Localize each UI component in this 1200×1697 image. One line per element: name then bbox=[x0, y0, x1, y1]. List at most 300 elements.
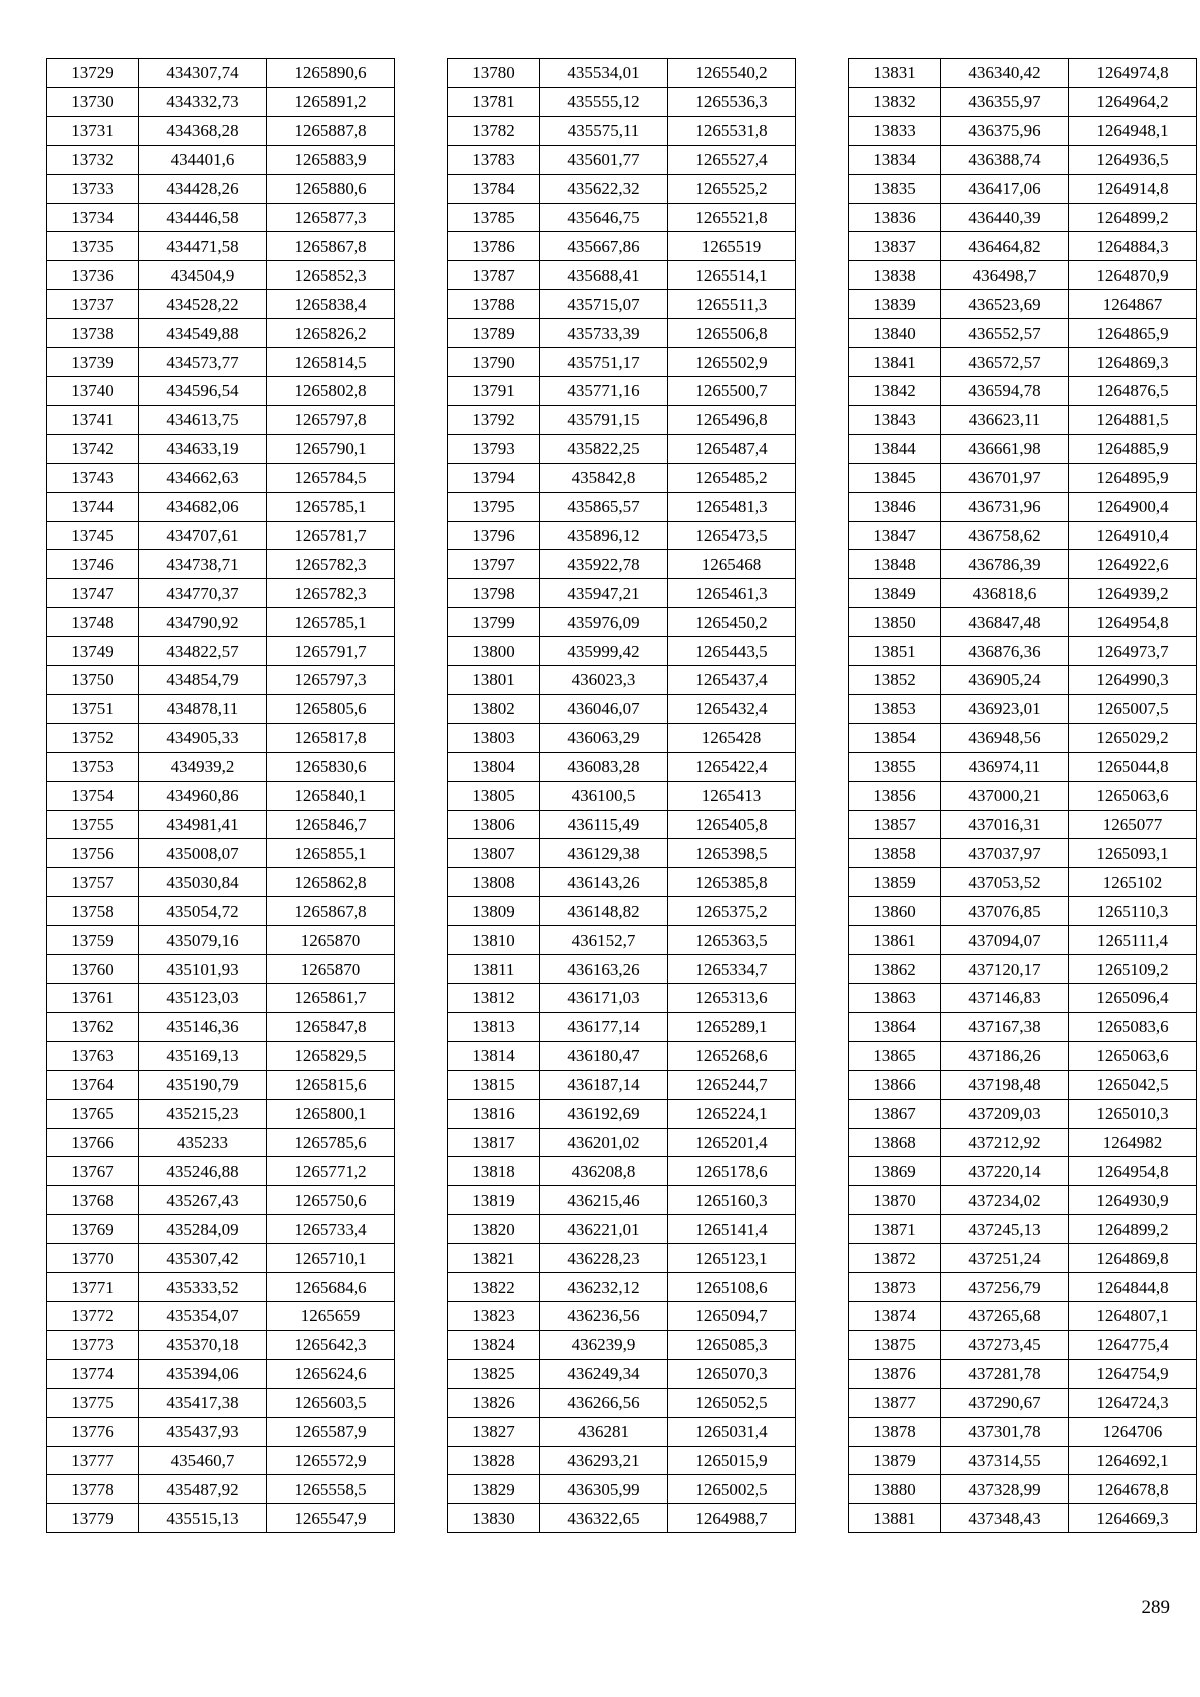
x-coordinate-cell: 436215,46 bbox=[540, 1186, 668, 1215]
x-coordinate-cell: 435267,43 bbox=[139, 1186, 267, 1215]
point-number-cell: 13863 bbox=[849, 984, 941, 1013]
x-coordinate-cell: 436305,99 bbox=[540, 1475, 668, 1504]
x-coordinate-cell: 435999,42 bbox=[540, 637, 668, 666]
x-coordinate-cell: 435054,72 bbox=[139, 897, 267, 926]
y-coordinate-cell: 1265791,7 bbox=[267, 637, 395, 666]
x-coordinate-cell: 437328,99 bbox=[941, 1475, 1069, 1504]
x-coordinate-cell: 436974,11 bbox=[941, 752, 1069, 781]
point-number-cell: 13826 bbox=[448, 1388, 540, 1417]
x-coordinate-cell: 435190,79 bbox=[139, 1070, 267, 1099]
point-number-cell: 13867 bbox=[849, 1099, 941, 1128]
x-coordinate-cell: 436375,96 bbox=[941, 116, 1069, 145]
point-number-cell: 13811 bbox=[448, 955, 540, 984]
point-number-cell: 13732 bbox=[47, 145, 139, 174]
table-row bbox=[47, 984, 395, 1013]
y-coordinate-cell: 1265782,3 bbox=[267, 579, 395, 608]
y-coordinate-cell: 1265385,8 bbox=[668, 868, 796, 897]
y-coordinate-cell: 1265461,3 bbox=[668, 579, 796, 608]
point-number-cell: 13803 bbox=[448, 723, 540, 752]
y-coordinate-cell: 1265111,4 bbox=[1069, 926, 1197, 955]
x-coordinate-cell: 435688,41 bbox=[540, 261, 668, 290]
x-coordinate-cell: 434790,92 bbox=[139, 608, 267, 637]
y-coordinate-cell: 1265044,8 bbox=[1069, 752, 1197, 781]
point-number-cell: 13809 bbox=[448, 897, 540, 926]
y-coordinate-cell: 1264936,5 bbox=[1069, 145, 1197, 174]
y-coordinate-cell: 1264974,8 bbox=[1069, 59, 1197, 88]
table-row bbox=[448, 174, 796, 203]
x-coordinate-cell: 436249,34 bbox=[540, 1359, 668, 1388]
x-coordinate-cell: 436701,97 bbox=[941, 463, 1069, 492]
y-coordinate-cell: 1265473,5 bbox=[668, 521, 796, 550]
point-number-cell: 13843 bbox=[849, 405, 941, 434]
y-coordinate-cell: 1265880,6 bbox=[267, 174, 395, 203]
x-coordinate-cell: 436232,12 bbox=[540, 1273, 668, 1302]
y-coordinate-cell: 1265511,3 bbox=[668, 290, 796, 319]
x-coordinate-cell: 435534,01 bbox=[540, 59, 668, 88]
x-coordinate-cell: 436115,49 bbox=[540, 810, 668, 839]
point-number-cell: 13851 bbox=[849, 637, 941, 666]
y-coordinate-cell: 1265398,5 bbox=[668, 839, 796, 868]
table-row bbox=[448, 637, 796, 666]
table-row bbox=[47, 637, 395, 666]
table-row bbox=[47, 1504, 395, 1533]
x-coordinate-cell: 434682,06 bbox=[139, 492, 267, 521]
x-coordinate-cell: 436228,23 bbox=[540, 1244, 668, 1273]
x-coordinate-cell: 435575,11 bbox=[540, 116, 668, 145]
x-coordinate-cell: 436498,7 bbox=[941, 261, 1069, 290]
y-coordinate-cell: 1265029,2 bbox=[1069, 723, 1197, 752]
y-coordinate-cell: 1265840,1 bbox=[267, 781, 395, 810]
point-number-cell: 13746 bbox=[47, 550, 139, 579]
table-row bbox=[448, 752, 796, 781]
y-coordinate-cell: 1264895,9 bbox=[1069, 463, 1197, 492]
table-row bbox=[849, 984, 1197, 1013]
table-row bbox=[849, 550, 1197, 579]
x-coordinate-cell: 435947,21 bbox=[540, 579, 668, 608]
table-row bbox=[448, 87, 796, 116]
x-coordinate-cell: 436152,7 bbox=[540, 926, 668, 955]
point-number-cell: 13858 bbox=[849, 839, 941, 868]
y-coordinate-cell: 1265790,1 bbox=[267, 434, 395, 463]
point-number-cell: 13741 bbox=[47, 405, 139, 434]
point-number-cell: 13762 bbox=[47, 1012, 139, 1041]
table-row bbox=[849, 1186, 1197, 1215]
table-row bbox=[448, 1359, 796, 1388]
table-row bbox=[448, 1475, 796, 1504]
point-number-cell: 13742 bbox=[47, 434, 139, 463]
x-coordinate-cell: 435030,84 bbox=[139, 868, 267, 897]
point-number-cell: 13736 bbox=[47, 261, 139, 290]
y-coordinate-cell: 1265496,8 bbox=[668, 405, 796, 434]
y-coordinate-cell: 1265052,5 bbox=[668, 1388, 796, 1417]
table-row bbox=[47, 579, 395, 608]
coordinate-table-2 bbox=[447, 58, 796, 1533]
x-coordinate-cell: 436572,57 bbox=[941, 348, 1069, 377]
x-coordinate-cell: 437037,97 bbox=[941, 839, 1069, 868]
x-coordinate-cell: 437290,67 bbox=[941, 1388, 1069, 1417]
x-coordinate-cell: 436143,26 bbox=[540, 868, 668, 897]
table-row bbox=[47, 376, 395, 405]
point-number-cell: 13782 bbox=[448, 116, 540, 145]
x-coordinate-cell: 434633,19 bbox=[139, 434, 267, 463]
x-coordinate-cell: 435146,36 bbox=[139, 1012, 267, 1041]
point-number-cell: 13877 bbox=[849, 1388, 941, 1417]
table-row bbox=[849, 781, 1197, 810]
table-row bbox=[849, 1012, 1197, 1041]
y-coordinate-cell: 1265468 bbox=[668, 550, 796, 579]
point-number-cell: 13750 bbox=[47, 666, 139, 695]
point-number-cell: 13775 bbox=[47, 1388, 139, 1417]
table-row bbox=[849, 87, 1197, 116]
table-row bbox=[448, 897, 796, 926]
x-coordinate-cell: 435307,42 bbox=[139, 1244, 267, 1273]
y-coordinate-cell: 1265506,8 bbox=[668, 319, 796, 348]
table-row bbox=[448, 1446, 796, 1475]
table-row bbox=[849, 1157, 1197, 1186]
y-coordinate-cell: 1265800,1 bbox=[267, 1099, 395, 1128]
y-coordinate-cell: 1265847,8 bbox=[267, 1012, 395, 1041]
table-row bbox=[849, 319, 1197, 348]
y-coordinate-cell: 1265782,3 bbox=[267, 550, 395, 579]
point-number-cell: 13820 bbox=[448, 1215, 540, 1244]
y-coordinate-cell: 1265785,1 bbox=[267, 608, 395, 637]
point-number-cell: 13806 bbox=[448, 810, 540, 839]
x-coordinate-cell: 437212,92 bbox=[941, 1128, 1069, 1157]
point-number-cell: 13754 bbox=[47, 781, 139, 810]
point-number-cell: 13841 bbox=[849, 348, 941, 377]
x-coordinate-cell: 437000,21 bbox=[941, 781, 1069, 810]
point-number-cell: 13813 bbox=[448, 1012, 540, 1041]
y-coordinate-cell: 1265867,8 bbox=[267, 232, 395, 261]
y-coordinate-cell: 1264954,8 bbox=[1069, 1157, 1197, 1186]
y-coordinate-cell: 1265405,8 bbox=[668, 810, 796, 839]
table-row bbox=[448, 1301, 796, 1330]
x-coordinate-cell: 436063,29 bbox=[540, 723, 668, 752]
point-number-cell: 13733 bbox=[47, 174, 139, 203]
x-coordinate-cell: 435354,07 bbox=[139, 1301, 267, 1330]
y-coordinate-cell: 1264930,9 bbox=[1069, 1186, 1197, 1215]
table-row bbox=[47, 694, 395, 723]
y-coordinate-cell: 1265883,9 bbox=[267, 145, 395, 174]
table-row bbox=[448, 1041, 796, 1070]
y-coordinate-cell: 1265085,3 bbox=[668, 1330, 796, 1359]
y-coordinate-cell: 1264869,8 bbox=[1069, 1244, 1197, 1273]
point-number-cell: 13850 bbox=[849, 608, 941, 637]
y-coordinate-cell: 1265042,5 bbox=[1069, 1070, 1197, 1099]
point-number-cell: 13771 bbox=[47, 1273, 139, 1302]
table-row bbox=[47, 290, 395, 319]
x-coordinate-cell: 436177,14 bbox=[540, 1012, 668, 1041]
y-coordinate-cell: 1265797,3 bbox=[267, 666, 395, 695]
page-number: 289 bbox=[1141, 1597, 1170, 1618]
point-number-cell: 13878 bbox=[849, 1417, 941, 1446]
point-number-cell: 13743 bbox=[47, 463, 139, 492]
table-row bbox=[849, 579, 1197, 608]
x-coordinate-cell: 435460,7 bbox=[139, 1446, 267, 1475]
table-row bbox=[448, 1128, 796, 1157]
point-number-cell: 13857 bbox=[849, 810, 941, 839]
x-coordinate-cell: 436171,03 bbox=[540, 984, 668, 1013]
y-coordinate-cell: 1265500,7 bbox=[668, 376, 796, 405]
y-coordinate-cell: 1265642,3 bbox=[267, 1330, 395, 1359]
table-row bbox=[849, 1273, 1197, 1302]
table-row bbox=[849, 521, 1197, 550]
y-coordinate-cell: 1265109,2 bbox=[1069, 955, 1197, 984]
table-row bbox=[849, 1388, 1197, 1417]
x-coordinate-cell: 434573,77 bbox=[139, 348, 267, 377]
point-number-cell: 13790 bbox=[448, 348, 540, 377]
table-row bbox=[47, 492, 395, 521]
y-coordinate-cell: 1265334,7 bbox=[668, 955, 796, 984]
x-coordinate-cell: 434596,54 bbox=[139, 376, 267, 405]
point-number-cell: 13861 bbox=[849, 926, 941, 955]
point-number-cell: 13855 bbox=[849, 752, 941, 781]
y-coordinate-cell: 1264964,2 bbox=[1069, 87, 1197, 116]
point-number-cell: 13836 bbox=[849, 203, 941, 232]
x-coordinate-cell: 435733,39 bbox=[540, 319, 668, 348]
point-number-cell: 13757 bbox=[47, 868, 139, 897]
table-row bbox=[47, 550, 395, 579]
point-number-cell: 13866 bbox=[849, 1070, 941, 1099]
table-row bbox=[448, 579, 796, 608]
point-number-cell: 13774 bbox=[47, 1359, 139, 1388]
table-row bbox=[448, 926, 796, 955]
y-coordinate-cell: 1264754,9 bbox=[1069, 1359, 1197, 1388]
x-coordinate-cell: 436148,82 bbox=[540, 897, 668, 926]
x-coordinate-cell: 435008,07 bbox=[139, 839, 267, 868]
point-number-cell: 13864 bbox=[849, 1012, 941, 1041]
y-coordinate-cell: 1265852,3 bbox=[267, 261, 395, 290]
x-coordinate-cell: 436180,47 bbox=[540, 1041, 668, 1070]
y-coordinate-cell: 1264775,4 bbox=[1069, 1330, 1197, 1359]
y-coordinate-cell: 1265070,3 bbox=[668, 1359, 796, 1388]
table-row bbox=[47, 839, 395, 868]
table-row bbox=[849, 405, 1197, 434]
y-coordinate-cell: 1265413 bbox=[668, 781, 796, 810]
x-coordinate-cell: 436847,48 bbox=[941, 608, 1069, 637]
x-coordinate-cell: 436623,11 bbox=[941, 405, 1069, 434]
y-coordinate-cell: 1265830,6 bbox=[267, 752, 395, 781]
table-row bbox=[448, 1273, 796, 1302]
point-number-cell: 13745 bbox=[47, 521, 139, 550]
point-number-cell: 13868 bbox=[849, 1128, 941, 1157]
point-number-cell: 13844 bbox=[849, 434, 941, 463]
x-coordinate-cell: 434528,22 bbox=[139, 290, 267, 319]
point-number-cell: 13793 bbox=[448, 434, 540, 463]
y-coordinate-cell: 1265110,3 bbox=[1069, 897, 1197, 926]
table-row bbox=[448, 1504, 796, 1533]
table-row bbox=[47, 116, 395, 145]
table-row bbox=[849, 463, 1197, 492]
point-number-cell: 13856 bbox=[849, 781, 941, 810]
y-coordinate-cell: 1265870 bbox=[267, 955, 395, 984]
point-number-cell: 13839 bbox=[849, 290, 941, 319]
point-number-cell: 13840 bbox=[849, 319, 941, 348]
point-number-cell: 13768 bbox=[47, 1186, 139, 1215]
y-coordinate-cell: 1265519 bbox=[668, 232, 796, 261]
y-coordinate-cell: 1265313,6 bbox=[668, 984, 796, 1013]
table-row bbox=[47, 521, 395, 550]
y-coordinate-cell: 1264973,7 bbox=[1069, 637, 1197, 666]
point-number-cell: 13794 bbox=[448, 463, 540, 492]
x-coordinate-cell: 435922,78 bbox=[540, 550, 668, 579]
table-row bbox=[47, 897, 395, 926]
table-row bbox=[849, 926, 1197, 955]
point-number-cell: 13791 bbox=[448, 376, 540, 405]
x-coordinate-cell: 437265,68 bbox=[941, 1301, 1069, 1330]
point-number-cell: 13731 bbox=[47, 116, 139, 145]
y-coordinate-cell: 1265870 bbox=[267, 926, 395, 955]
y-coordinate-cell: 1265289,1 bbox=[668, 1012, 796, 1041]
table-row bbox=[849, 1128, 1197, 1157]
table-row bbox=[849, 1504, 1197, 1533]
point-number-cell: 13814 bbox=[448, 1041, 540, 1070]
y-coordinate-cell: 1265771,2 bbox=[267, 1157, 395, 1186]
table-row bbox=[849, 723, 1197, 752]
point-number-cell: 13833 bbox=[849, 116, 941, 145]
y-coordinate-cell: 1265785,6 bbox=[267, 1128, 395, 1157]
table-row bbox=[448, 376, 796, 405]
x-coordinate-cell: 435233 bbox=[139, 1128, 267, 1157]
x-coordinate-cell: 436266,56 bbox=[540, 1388, 668, 1417]
table-row bbox=[47, 1446, 395, 1475]
table-row bbox=[849, 1041, 1197, 1070]
table-row bbox=[47, 261, 395, 290]
table-row bbox=[849, 59, 1197, 88]
x-coordinate-cell: 434960,86 bbox=[139, 781, 267, 810]
x-coordinate-cell: 435771,16 bbox=[540, 376, 668, 405]
x-coordinate-cell: 437220,14 bbox=[941, 1157, 1069, 1186]
x-coordinate-cell: 436948,56 bbox=[941, 723, 1069, 752]
y-coordinate-cell: 1265432,4 bbox=[668, 694, 796, 723]
x-coordinate-cell: 435079,16 bbox=[139, 926, 267, 955]
table-row bbox=[849, 203, 1197, 232]
y-coordinate-cell: 1265624,6 bbox=[267, 1359, 395, 1388]
x-coordinate-cell: 436758,62 bbox=[941, 521, 1069, 550]
y-coordinate-cell: 1265572,9 bbox=[267, 1446, 395, 1475]
table-row bbox=[448, 434, 796, 463]
point-number-cell: 13735 bbox=[47, 232, 139, 261]
x-coordinate-cell: 434401,6 bbox=[139, 145, 267, 174]
x-coordinate-cell: 436440,39 bbox=[941, 203, 1069, 232]
x-coordinate-cell: 437167,38 bbox=[941, 1012, 1069, 1041]
point-number-cell: 13801 bbox=[448, 666, 540, 695]
point-number-cell: 13756 bbox=[47, 839, 139, 868]
y-coordinate-cell: 1265521,8 bbox=[668, 203, 796, 232]
point-number-cell: 13873 bbox=[849, 1273, 941, 1302]
x-coordinate-cell: 436201,02 bbox=[540, 1128, 668, 1157]
table-row bbox=[47, 405, 395, 434]
point-number-cell: 13766 bbox=[47, 1128, 139, 1157]
x-coordinate-cell: 435515,13 bbox=[139, 1504, 267, 1533]
y-coordinate-cell: 1265890,6 bbox=[267, 59, 395, 88]
point-number-cell: 13772 bbox=[47, 1301, 139, 1330]
point-number-cell: 13752 bbox=[47, 723, 139, 752]
point-number-cell: 13829 bbox=[448, 1475, 540, 1504]
x-coordinate-cell: 436100,5 bbox=[540, 781, 668, 810]
point-number-cell: 13764 bbox=[47, 1070, 139, 1099]
y-coordinate-cell: 1264899,2 bbox=[1069, 203, 1197, 232]
x-coordinate-cell: 434707,61 bbox=[139, 521, 267, 550]
y-coordinate-cell: 1264678,8 bbox=[1069, 1475, 1197, 1504]
point-number-cell: 13795 bbox=[448, 492, 540, 521]
x-coordinate-cell: 436818,6 bbox=[941, 579, 1069, 608]
point-number-cell: 13730 bbox=[47, 87, 139, 116]
point-number-cell: 13818 bbox=[448, 1157, 540, 1186]
y-coordinate-cell: 1265437,4 bbox=[668, 666, 796, 695]
x-coordinate-cell: 434738,71 bbox=[139, 550, 267, 579]
point-number-cell: 13755 bbox=[47, 810, 139, 839]
point-number-cell: 13784 bbox=[448, 174, 540, 203]
table-row bbox=[47, 319, 395, 348]
y-coordinate-cell: 1264900,4 bbox=[1069, 492, 1197, 521]
y-coordinate-cell: 1265063,6 bbox=[1069, 781, 1197, 810]
point-number-cell: 13880 bbox=[849, 1475, 941, 1504]
table-row bbox=[849, 1446, 1197, 1475]
point-number-cell: 13761 bbox=[47, 984, 139, 1013]
x-coordinate-cell: 434504,9 bbox=[139, 261, 267, 290]
x-coordinate-cell: 436661,98 bbox=[941, 434, 1069, 463]
x-coordinate-cell: 435394,06 bbox=[139, 1359, 267, 1388]
x-coordinate-cell: 434307,74 bbox=[139, 59, 267, 88]
point-number-cell: 13832 bbox=[849, 87, 941, 116]
table-row bbox=[47, 1475, 395, 1504]
x-coordinate-cell: 435622,32 bbox=[540, 174, 668, 203]
table-row bbox=[448, 1012, 796, 1041]
y-coordinate-cell: 1264990,3 bbox=[1069, 666, 1197, 695]
point-number-cell: 13871 bbox=[849, 1215, 941, 1244]
y-coordinate-cell: 1265877,3 bbox=[267, 203, 395, 232]
table-row bbox=[448, 1215, 796, 1244]
table-row bbox=[47, 174, 395, 203]
y-coordinate-cell: 1264724,3 bbox=[1069, 1388, 1197, 1417]
table-row bbox=[47, 463, 395, 492]
point-number-cell: 13729 bbox=[47, 59, 139, 88]
y-coordinate-cell: 1265108,6 bbox=[668, 1273, 796, 1302]
x-coordinate-cell: 435715,07 bbox=[540, 290, 668, 319]
table-row bbox=[849, 1244, 1197, 1273]
x-coordinate-cell: 436923,01 bbox=[941, 694, 1069, 723]
x-coordinate-cell: 435370,18 bbox=[139, 1330, 267, 1359]
x-coordinate-cell: 436187,14 bbox=[540, 1070, 668, 1099]
table-row bbox=[448, 290, 796, 319]
x-coordinate-cell: 436388,74 bbox=[941, 145, 1069, 174]
y-coordinate-cell: 1264948,1 bbox=[1069, 116, 1197, 145]
point-number-cell: 13792 bbox=[448, 405, 540, 434]
y-coordinate-cell: 1265502,9 bbox=[668, 348, 796, 377]
table-row bbox=[448, 723, 796, 752]
point-number-cell: 13865 bbox=[849, 1041, 941, 1070]
x-coordinate-cell: 437053,52 bbox=[941, 868, 1069, 897]
x-coordinate-cell: 435751,17 bbox=[540, 348, 668, 377]
point-number-cell: 13810 bbox=[448, 926, 540, 955]
point-number-cell: 13804 bbox=[448, 752, 540, 781]
x-coordinate-cell: 436355,97 bbox=[941, 87, 1069, 116]
table-row bbox=[448, 405, 796, 434]
x-coordinate-cell: 435601,77 bbox=[540, 145, 668, 174]
y-coordinate-cell: 1264869,3 bbox=[1069, 348, 1197, 377]
x-coordinate-cell: 437245,13 bbox=[941, 1215, 1069, 1244]
point-number-cell: 13781 bbox=[448, 87, 540, 116]
table-row bbox=[849, 1359, 1197, 1388]
y-coordinate-cell: 1265867,8 bbox=[267, 897, 395, 926]
y-coordinate-cell: 1265450,2 bbox=[668, 608, 796, 637]
point-number-cell: 13777 bbox=[47, 1446, 139, 1475]
table-row bbox=[47, 1186, 395, 1215]
x-coordinate-cell: 436023,3 bbox=[540, 666, 668, 695]
table-row bbox=[448, 203, 796, 232]
table-row bbox=[849, 232, 1197, 261]
